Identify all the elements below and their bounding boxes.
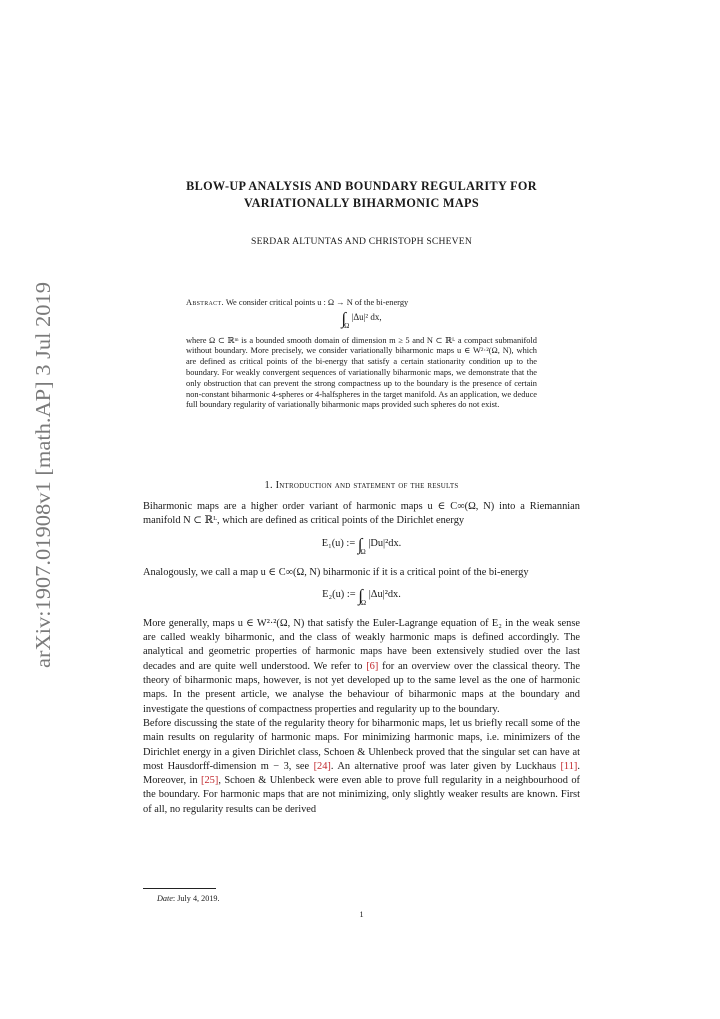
title-line-2: VARIATIONALLY BIHARMONIC MAPS xyxy=(244,196,479,210)
p4b-text: . An alternative proof was later given by Luckhaus xyxy=(330,760,556,772)
footnote-rule xyxy=(143,888,216,889)
abstract-equation-body: |Δu|² dx, xyxy=(351,311,382,322)
integral-domain: Ω xyxy=(360,547,366,556)
p4d-text: , Schoen & Uhlenbeck were even able to prove full regularity in a neighbourhood of the boundary. For harmonic maps that are not minimizing, only slightly weaker results are known. First of all, no regularity results can be derived xyxy=(143,775,580,815)
integral-domain: Ω xyxy=(344,321,350,330)
footnote-text: : July 4, 2019. xyxy=(172,894,220,903)
citation-link-6[interactable]: [6] xyxy=(366,660,379,672)
integral-sign: ∫ xyxy=(341,308,347,328)
abstract-text: where Ω ⊂ ℝᵐ is a bounded smooth domain of dimension m ≥ 5 and N ⊂ ℝᴸ a compact submanifold without boundary. More precisely, we consider variationally biharmonic maps u ∈ W²·²(Ω, N), which are defined as critical points of the bi-energy that satisfy a certain stationarity condition up to the boundary. For weakly convergent sequences of variationally biharmonic maps, we demonstrate that the only obstruction that can prevent the strong compactness up to the boundary is the presence of certain non-constant biharmonic 4-spheres or 4-halfspheres in the target manifold. As an application, we deduce full boundary regularity of variationally biharmonic maps provided such spheres do not exist. xyxy=(186,335,537,410)
title-line-1: BLOW-UP ANALYSIS AND BOUNDARY REGULARITY FOR xyxy=(186,179,537,193)
body-text xyxy=(143,500,580,817)
footnote xyxy=(157,894,220,903)
paragraph-1: Biharmonic maps are a higher order variant of harmonic maps u ∈ C∞(Ω, N) into a Riemannian manifold N ⊂ ℝᴸ, which are defined as critical points of the Dirichlet energy xyxy=(143,501,580,527)
integral-domain: Ω xyxy=(360,598,367,607)
eq2-lhs: E₂(u) := xyxy=(322,588,356,600)
paragraph-4 xyxy=(143,717,580,817)
arxiv-stamp-text: arXiv:1907.01908v1 [math.AP] 3 Jul 2019 xyxy=(31,298,55,668)
citation-link-24[interactable]: [24] xyxy=(313,760,331,772)
abstract xyxy=(186,298,537,411)
eq1-lhs: E₁(u) := xyxy=(321,537,356,549)
equation-dirichlet-energy xyxy=(143,533,580,563)
p3b-text: for an overview over the classical theory. The theory of biharmonic maps, however, is not yet developed up to the same level as the one of harmonic maps. In the present article, we analyse the behaviour of biharmonic maps at the boundary and investigate the questions of compactness properties and regularity up to the boundary. xyxy=(143,660,580,715)
integral-sign: ∫ xyxy=(358,585,363,605)
eq1-rhs: |Du|²dx. xyxy=(368,537,402,549)
equation-bi-energy xyxy=(143,584,580,614)
abstract-label: Abstract. xyxy=(186,298,224,307)
p3-text: More generally, maps u ∈ W²·²(Ω, N) that satisfy the Euler-Lagrange equation of E₂ in the weak sense are called weakly biharmonic, and the class of weakly harmonic maps is defined accordingly. The analytical and geometric properties of harmonic maps have been extensively studied over the last decades and are quite well understood. We refer to xyxy=(143,617,580,672)
authors: SERDAR ALTUNTAS AND CHRISTOPH SCHEVEN xyxy=(251,236,472,247)
section-title: Introduction and statement of the results xyxy=(275,480,459,491)
paper-title xyxy=(143,178,580,212)
eq2-rhs: |Δu|²dx. xyxy=(368,588,401,600)
citation-link-11[interactable]: [11] xyxy=(560,760,578,772)
p4a-text: Before discussing the state of the regularity theory for biharmonic maps, let us briefly recall some of the main results on regularity of harmonic maps. For minimizing harmonic maps, i.e. minimizers of the Dirichlet energy in a given Dirichlet class, Schoen & Uhlenbeck proved that the singular set can have at most Hausdorff-dimension m − 3, see xyxy=(143,717,580,772)
abstract-equation xyxy=(186,308,537,332)
abstract-intro: We consider critical points u : Ω → N of the bi-energy xyxy=(225,298,409,307)
citation-link-25[interactable]: [25] xyxy=(201,775,219,787)
footnote-label: Date xyxy=(157,894,173,903)
p4c-text: . Moreover, in xyxy=(143,760,580,787)
integral-sign: ∫ xyxy=(357,534,363,554)
section-heading xyxy=(143,480,580,491)
paragraph-3 xyxy=(143,617,580,717)
page-number: 1 xyxy=(359,910,364,919)
arxiv-identifier-stamp xyxy=(14,280,60,670)
section-number: 1. xyxy=(264,480,273,491)
paragraph-2: Analogously, we call a map u ∈ C∞(Ω, N) biharmonic if it is a critical point of the bi-energy xyxy=(143,566,529,578)
